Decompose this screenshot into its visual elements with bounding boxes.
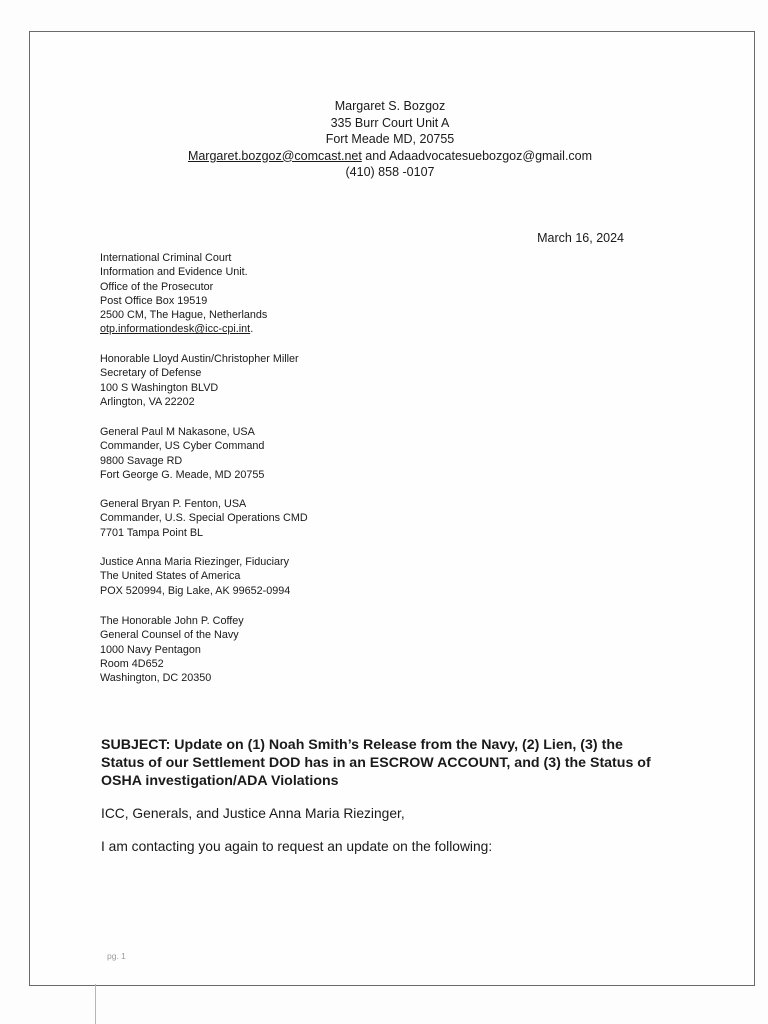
recipient-email-line: [100, 322, 267, 336]
recipient-line: Commander, U.S. Special Operations CMD: [100, 512, 308, 525]
recipient-line: International Criminal Court: [100, 252, 232, 264]
body-paragraph: I am contacting you again to request an update on the following:: [101, 839, 493, 854]
recipient-line: The Honorable John P. Coffey: [100, 615, 244, 627]
recipient-block-secdef: [100, 352, 299, 409]
subject-line: SUBJECT: Update on (1) Noah Smith’s Release from the Navy, (2) Lien, (3) the Status of our Settlement DOD has in an ESCROW ACCOUNT, and (3) the Status of OSHA investigation/ADA Violations: [101, 737, 651, 789]
recipient-line: POX 520994, Big Lake, AK 99652-0994: [100, 584, 291, 597]
recipient-line: Justice Anna Maria Riezinger, Fiduciary: [100, 556, 290, 568]
recipient-line: Information and Evidence Unit.: [100, 266, 248, 279]
recipient-line: Arlington, VA 22202: [100, 395, 195, 408]
icc-email-link[interactable]: otp.informationdesk@icc-cpi.int: [100, 323, 251, 336]
recipient-block-cyber-command: [100, 425, 264, 482]
recipient-line: 7701 Tampa Point BL: [100, 526, 204, 539]
recipient-line: 100 S Washington BLVD: [100, 381, 219, 394]
letterhead: [150, 98, 630, 181]
sender-emails: [150, 148, 630, 165]
sender-name: Margaret S. Bozgoz: [334, 99, 446, 113]
salutation: ICC, Generals, and Justice Anna Maria Riezinger,: [101, 806, 405, 821]
recipient-line: Office of the Prosecutor: [100, 280, 214, 293]
recipient-block-socom: [100, 497, 308, 540]
sender-street: 335 Burr Court Unit A: [330, 115, 450, 130]
recipient-line: Honorable Lloyd Austin/Christopher Miller: [100, 353, 299, 365]
email-joiner: and: [361, 148, 389, 163]
recipient-line: The United States of America: [100, 570, 241, 583]
letter-date: March 16, 2024: [537, 231, 624, 245]
recipient-line: General Counsel of the Navy: [100, 629, 239, 642]
recipient-block-riezinger: [100, 555, 290, 598]
recipient-line: Post Office Box 19519: [100, 294, 208, 307]
recipient-line: 9800 Savage RD: [100, 454, 183, 467]
scan-edge-line: [95, 984, 96, 1024]
sender-city: Fort Meade MD, 20755: [325, 132, 455, 146]
recipient-line: Fort George G. Meade, MD 20755: [100, 468, 265, 481]
sender-phone: (410) 858 -0107: [345, 165, 435, 179]
sender-email-primary-link[interactable]: Margaret.bozgoz@comcast.net: [187, 148, 362, 163]
sender-email-secondary: Adaadvocatesuebozgoz@gmail.com: [388, 148, 593, 163]
icc-email-suffix: .: [250, 323, 254, 336]
recipient-line: 1000 Navy Pentagon: [100, 643, 201, 656]
recipient-line: General Bryan P. Fenton, USA: [100, 498, 247, 510]
recipient-block-navy-counsel: [100, 614, 244, 685]
recipient-line: General Paul M Nakasone, USA: [100, 426, 255, 438]
recipient-line: Room 4D652: [100, 657, 164, 670]
page-number: pg. 1: [107, 951, 126, 961]
recipient-line: 2500 CM, The Hague, Netherlands: [100, 309, 268, 322]
recipient-line: Washington, DC 20350: [100, 672, 212, 685]
recipient-line: Commander, US Cyber Command: [100, 440, 265, 453]
recipient-block-icc: [100, 251, 267, 337]
recipient-line: Secretary of Defense: [100, 367, 202, 380]
